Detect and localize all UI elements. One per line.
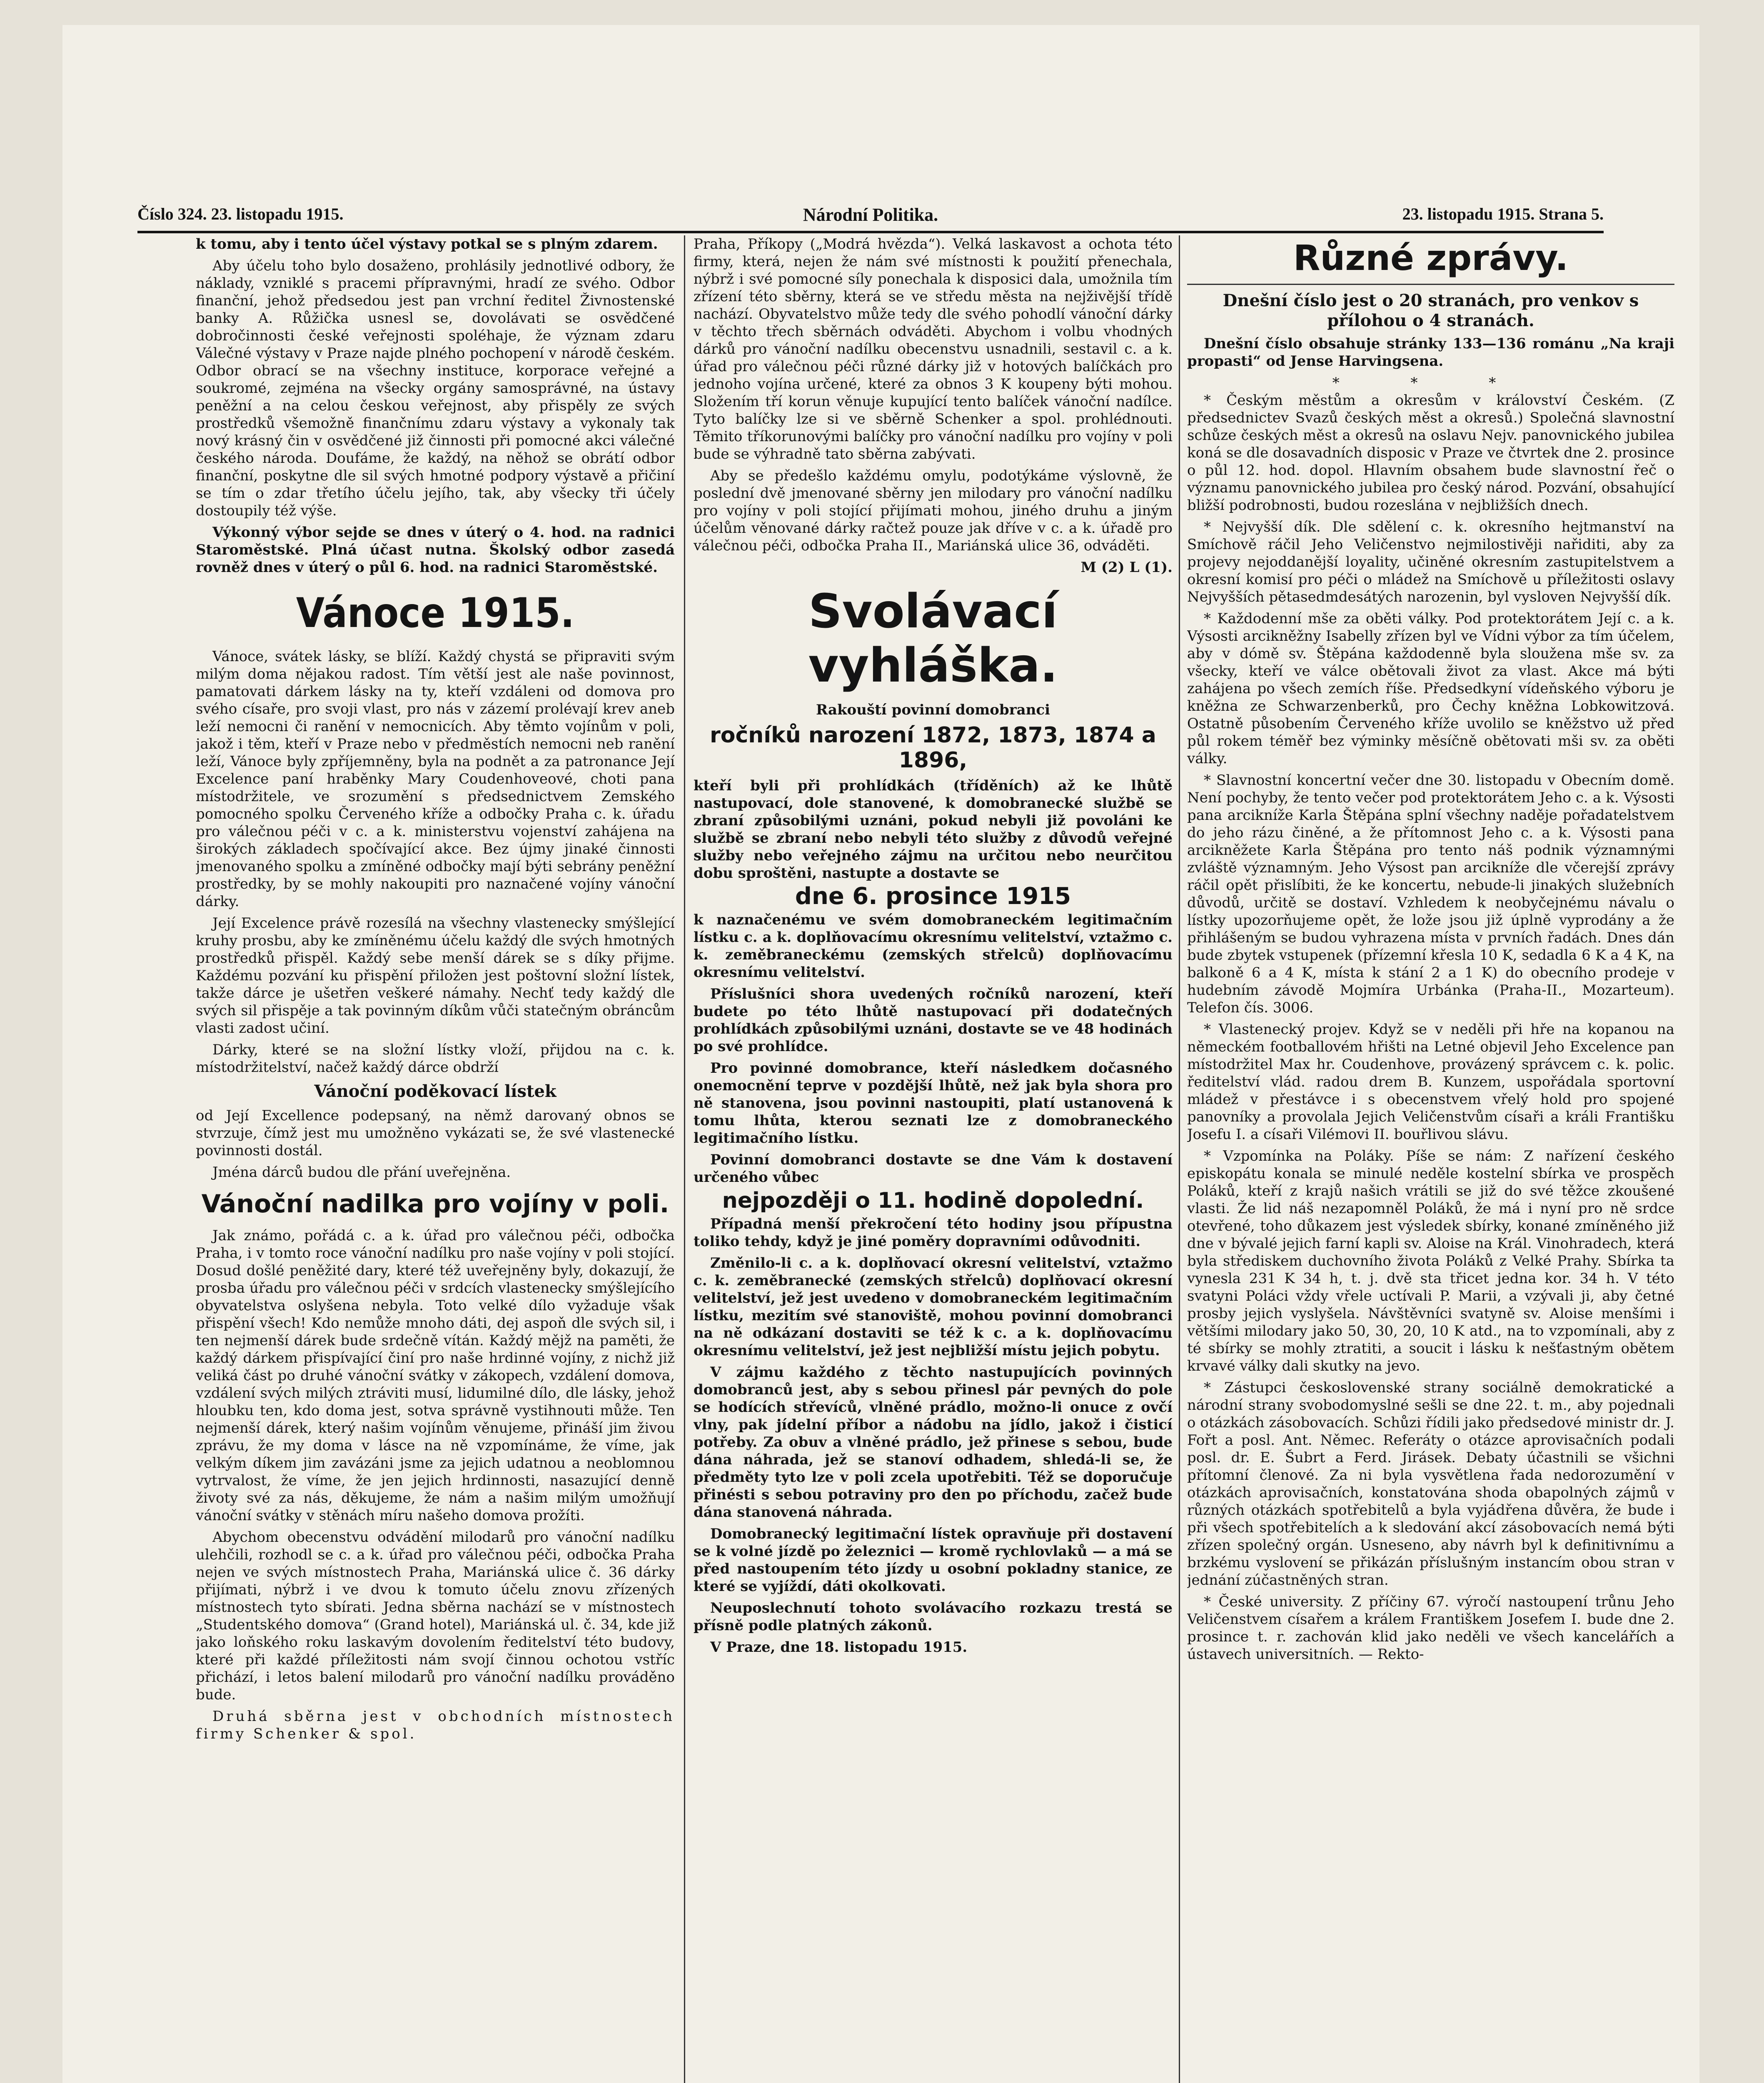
article-text: od Její Excellence podepsaný, na němž darovaný obnos se stvrzuje, čímž jest mu umožněno vykázati se, že své vlastenecké povinnosti dostál. [196,1107,675,1159]
section-heading: Různé zprávy. [1293,237,1569,278]
notice-text: V zájmu každého z těchto nastupujících povinných domobranců jest, aby s sebou přinesl pár pevných do pole se hodících střevíců, vlněné prádlo, možno-li onuce z ovčí vlny, pak jídelní příbor a nádobu na jídlo, jakož i čisticí potřeby. Za obuv a vlněné prádlo, jež přinese s sebou, bude dána náhrada, jež se stanoví odhadem, shledá-li se, že předměty tyto lze v poli zcela upotřebiti. Též se doporučuje přinésti s sebou potraviny pro den po příchodu, začež bude dána stanovená náhrada. [694,1364,1173,1521]
news-item: * Českým městům a okresům v království Českém. (Z předsednictev Svazů českých měst a okresů.) Společná slavnostní schůze českých měst a okresů na oslavu Nejv. panovnického jubilea koná se dle dosavadních disposic v Praze ve čtvrtek dne 2. prosince o půl 12. hod. dopol. Hlavním obsahem bude slavnostní řeč o významu panovnického jubilea pro český národ. Pozvání, obsahující bližší podrobnosti, budou rozeslána v nejbližších dnech. [1187,392,1674,514]
notice-text: Pro povinné domobrance, kteří následkem dočasného onemocnění teprve v pozdější lhůtě, než jak byla shora pro ně stanovena, jsou povinni nastoupiti, platí ustanovená k tomu lhůta, kterou seznati lze z domobraneckého legitimačního lístku. [694,1060,1173,1146]
separator-stars: * * * [1332,375,1529,391]
notice-intro: Rakouští povinní domobranci [816,702,1050,718]
notice-text: kteří byli při prohlídkách (tříděních) až ke lhůtě nastupovací, dole stanovené, k domobranecké službě se zbraní způsobilými uznáni, pokud nebyli již povoláni ke službě se zbraní nebo nebyli této služby z důvodů veřejné služby nebo veřejného zájmu na určitou nebo neurčitou dobu sproštěni, nastupte a dostavte se [694,777,1173,882]
article-text: k tomu, aby i tento účel výstavy potkal se s plným zdarem. [196,236,658,252]
column-1 [196,235,675,2083]
column-separator [684,235,685,2083]
article-text: Druhá sběrna jest v obchodních místnostech firmy Schenker & spol. [196,1708,675,1742]
article-text: Výkonný výbor sejde se dnes v úterý o 4. hod. na radnici Staroměstské. Plná účast nutna. Školský odbor zasedá rovněž dnes v úterý o půl 6. hod. na radnici Staroměstské. [196,524,675,576]
news-item: * České university. Z příčiny 67. výročí nastoupení trůnu Jeho Veličenstvem císařem a králem Františkem Josefem I. bude dne 2. prosince t. r. zachován klid jako neděli ve všech kancelářích a ústavech universitních. — Rekto- [1187,1593,1674,1663]
notice-years: ročníků narození 1872, 1873, 1874 a 1896, [710,723,1156,773]
issue-notice: Dnešní číslo jest o 20 stranách, pro venkov s přílohou o 4 stranách. [1223,291,1639,330]
issue-notice: Dnešní číslo obsahuje stránky 133—136 románu „Na kraji propasti“ od Jense Harvingsena. [1187,335,1674,370]
notice-place-date: V Praze, dne 18. listopadu 1915. [710,1639,968,1656]
news-item: * Nejvyšší dík. Dle sdělení c. k. okresního hejtmanství na Smíchově ráčil Jeho Veličenstvo nejmilostivěji nařiditi, aby za projevy nejoddanější loyality, učiněné okresním zastupitelstvem a okresní komisí pro péči o mládež na Smíchově u příležitosti oslavy Nejvyšších pětasedmdesátých narozenin, byl vysloven Nejvyšší dík. [1187,519,1674,605]
article-text: Vánoce, svátek lásky, se blíží. Každý chystá se připraviti svým milým doma nějakou radost. Tím větší jest ale naše povinnost, pamatovati dárkem lásky na ty, kteří vzdáleni od domova pro svého císaře, pro svoji vlast, pro nás v zázemí prolévají krev aneb leží nemocni či ranění v nemocnicích. Aby těmto vojínům v poli, jakož i těm, kteří v Praze nebo v předměstích nemocni neb ranění leží, Vánoce byly zpříjemněny, byla na podnět a za patronance Její Excelence paní hraběnky Mary Coudenhoveové, choti pana místodržitele, ve srozumění s předsednictvem Zemského pomocného spolku Červeného kříže a odbočky Praha c. k. úřadu pro válečnou péči v c. a k. ministerstvu vojenství zahájena na širokých základech spočívající akce. Bez újmy jinaké činnosti jmenovaného spolku a zmíněné odbočky mají býti sebrány peněžní prostředky, by se mohly nakoupiti pro naznačené vojíny vánoční dárky. [196,648,675,910]
news-item: * Zástupci československé strany sociálně demokratické a národní strany svobodomyslné sešli se dne 22. t. m., aby pojednali o otázkách zásobovacích. Schůzi řídili jako předsedové ministr dr. J. Fořt a posl. Ant. Němec. Referáty o otázce aprovisačních podali posl. dr. E. Šubrt a Ferd. Jirásek. Debaty účastnili se všichni přítomní členové. Za ni byla vysvětlena řada nedorozumění v otázkách aprovisačních, konstatována shoda obapolných zájmů v různých otázkách spotřebitelů a byla vyjádřena důvěra, že bude i při všech spotřebitelích a k sledování akcí zásobovacích nemá býti zřízen společný orgán. Usneseno, aby návrh byl k definitivnímu a brzkému vyslovení se přikázán příslušným instancím obou stran v jednání zúčastněných stran. [1187,1379,1674,1588]
article-text: Abychom obecenstvu odvádění milodarů pro vánoční nadílku ulehčili, rozhodl se c. a k. úřad pro válečnou péči, odbočka Praha nejen ve svých místnostech Praha, Mariánská ulice č. 36 dárky přijímati, nýbrž i ve dvou k tomuto účelu znovu zřízených místnostech tyto sbírati. Jedna sběrna nachází se v místnostech „Studentského domova“ (Grand hotel), Mariánská ul. č. 34, kde již jako loňského roku laskavým dovolením ředitelství této budovy, které při každé příležitosti nám svojí činnou ochotou vstříc přichází, i letos balení milodarů pro vánoční nadílku prováděno bude. [196,1529,675,1703]
news-item: * Vlastenecký projev. Když se v neděli při hře na kopanou na německém footballovém hřišti na Letné objevil Jeho Excelence pan místodržitel Max hr. Coudenhove, provázený správcem c. k. polic. ředitelství vlád. radou drem B. Kunzem, uspořádala sportovní mládež v přestávce i s obecenstvem vřelý hold pro spojené panovníky a provolala Jejich Veličenstvům císaři a králi Františku Josefu I. a císaři Vilémovi II. bouřlivou slávu. [1187,1021,1674,1143]
article-text: Aby se předešlo každému omylu, podotýkáme výslovně, že poslední dvě jmenované sběrny jen milodary pro vánoční nadílku pro vojíny v poli stojící přijímati mohou, jiného druhu a jiným účelům věnované dárky račtež pouze jak dříve v c. a k. úřadě pro válečnou péči, odbočka Praha II., Mariánská ulice 36, odváděti. [694,467,1173,554]
notice-text: Domobranecký legitimační lístek opravňuje při dostavení se k volné jízdě po železnici — kromě rychlovlaků — a má se před nastoupením této jízdy u osobní pokladny stanice, ze které se vyjíždí, dáti okolkovati. [694,1526,1173,1595]
page-info: 23. listopadu 1915. Strana 5. [1402,205,1604,223]
notice-text: Příslušníci shora uvedených ročníků narození, kteří budete po této lhůtě nastupovací při dodatečných prohlídkách způsobilými uznáni, dostavte se ve 48 hodinách po své prohlídce. [694,986,1173,1055]
notice-deadline: nejpozději o 11. hodině dopolední. [722,1188,1144,1213]
article-text: Dárky, které se na složní lístky vloží, přijdou na c. k. místodržitelství, načež každý dárce obdrží [196,1042,675,1076]
news-item: * Každodenní mše za oběti války. Pod protektorátem Její c. a k. Výsosti arcikněžny Isabelly zřízen byl ve Vídni výbor za tím účelem, aby v dómě sv. Štěpána každodenně byla sloužena mše sv. za všecky, kteří ve válce obětovali život za vlast. Akce má býti zahájena po všech zemích říše. Předsedkyní vídeňského výboru je kněžna ze Schwarzenberků, pro Čechy kněžna Lobkowitzová. Ostatně působením Červeného kříže uvolilo se kněžstvo už před půl rokem téměř bez výminky měsíčně obětovati mši sv. za oběti války. [1187,610,1674,767]
news-item: * Slavnostní koncertní večer dne 30. listopadu v Obecním domě. Není pochyby, že tento večer pod protektorátem Jeho c. a k. Výsosti pana arcikníže Karla Štěpána splní všechny naděje pořadatelstvem do jeho rázu činěné, a že přítomnost Jeho c. a k. Výsosti pana arcikněžete Karla Štěpána pro tento náš podnik významnými zvláště významným. Jeho Výsost pan arcikníže dle včerejší zprávy ráčil opět přislíbiti, že ke koncertu, nebude-li jinakých služebních důvodů, určitě se dostaví. Vzhledem k neobyčejnému návalu o lístky upozorňujeme opět, že lože jsou již úplně vyprodány a že přihlášeným se budou vyhrazena místa v prvních řadách. Dnes dán bude zbytek vstupenek (přízemní křesla 10 K, sedadla 6 K a 4 K, na balkoně 6 a 4 K, místa k stání 2 a 1 K) do obecního prodeje v hudebním závodě Mojmíra Urbánka (Praha-II., Mozarteum). Telefon čís. 3006. [1187,772,1674,1016]
header-rule [137,231,1604,233]
column-3 [1187,235,1674,2083]
headline-nadilka: Vánoční nadilka pro vojíny v poli. [201,1189,669,1219]
issue-info: Číslo 324. 23. listopadu 1915. [137,205,344,223]
news-item: * Vzpomínka na Poláky. Píše se nám: Z nařízení českého episkopátu konala se minulé neděle kostelní sbírka ve prospěch Poláků, kteří z krajů našich vrátili se již do své těžce zkoušené vlasti. Že lid náš nezapomněl Poláků, že má i nyní pro ně srdce otevřené, toho důkazem jest výsledek sbírky, konané zmíněného již dne v bývalé jejich farní kapli sv. Aloise na Král. Vinohradech, která byla střediskem duchovního života Poláků z Velké Prahy. Sbírka ta vynesla 231 K 34 h, t. j. dvě sta třicet jedna kor. 34 h. V této svatyni Poláci vždy vřele uctívali P. Marii, a vzývali ji, aby četné prosby jejich vyslyšela. Návštěvníci svatyně sv. Aloise menšími i většími milodary jako 50, 30, 20, 10 K atd., na to vzpomínali, aby z té sbírky se mohly ztratiti, a soucit i lásku k nešťastným obětem krvavé války dali skutky na jevo. [1187,1148,1674,1374]
notice-text: Neuposlechnutí tohoto svolávacího rozkazu trestá se přísně podle platných zákonů. [694,1600,1173,1634]
section-rule [1187,284,1674,285]
notice-text: k naznačenému ve svém domobraneckém legitimačním lístku c. a k. doplňovacímu okresnímu velitelství, vztažmo c. k. zeměbraneckému (zemských střelců) doplňovacímu okresnímu velitelství. [694,912,1173,981]
headline-vanoce: Vánoce 1915. [296,589,575,637]
subheading-listek: Vánoční poděkovací lístek [314,1081,556,1101]
newspaper-page [62,25,1699,2083]
article-text: Jak známo, pořádá c. a k. úřad pro válečnou péči, odbočka Praha, i v tomto roce vánoční nadílku pro naše vojíny v poli stojící. Dosud došlé peněžité dary, které též uveřejněny byly, dokazují, že prosba úřadu pro válečnou péči v srdcích vlastenecky smýšlejícího obyvatelstva oslyšena nebyla. Toto velké dílo vyžaduje však přispění všech! Kdo nemůže mnoho dáti, dej aspoň dle svých sil, i ten nejmenší dárek bude srdečně vítán. Každý mějž na paměti, že každý dárkem přispívající činí pro naše hrdinné vojíny, z nichž již veliká část po druhé vánoční svátky v zákopech, vzdálení domova, vzdálení svých milých ztráviti musí, lidumilné dílo, dle lásky, jehož hloubku ten, kdo doma jest, sotva správně vystihnouti může. Ten nejmenší dárek, který našim vojínům věnujeme, přináší jim živou zprávu, že my doma v lásce na ně vzpomínáme, že víme, jak velkým díkem jim zavázáni jsme za jejich udatnou a neoblomnou vytrvalost, že víme, že jen jejich hrdinnosti, nasazující denně životy své za nás, děkujeme, že nám a našim milým umožňují vánoční svátky v stěnách míru našeho domova prožíti. [196,1227,675,1524]
article-text: Aby účelu toho bylo dosaženo, prohlásily jednotlivé odbory, že náklady, vzniklé s pracemi přípravnými, hradí ze svého. Odbor finanční, jehož předsedou jest pan vrchní ředitel Živnostenské banky A. Růžička usnesl se, dovolávati se osvědčené dobročinnosti české veřejnosti spoléhaje, že význam zdaru Válečné výstavy v Praze najde plného pochopení v národě českém. Odbor obrací se na všechny instituce, korporace veřejné a soukromé, zejména na všecky orgány samosprávné, na ústavy peněžní a na celou českou veřejnost, aby přispěly ze svých prostředků všemožně finančnímu zdaru výstavy a vykonaly tak nový krásný čin v osvědčené již činnosti při pomocné akci válečné českého národa. Doufáme, že každý, na něhož se obrátí odbor finanční, poskytne dle sil svých hmotné podpory výstavě a přičiní se tím o zdar třetího účelu jejího, tak, aby všecky tři účely dostoupily též výše. [196,257,675,519]
article-text: Praha, Příkopy („Modrá hvězda“). Velká laskavost a ochota této firmy, která, nejen že nám své místnosti k použití přenechala, nýbrž i své pomocné síly ponechala k disposici dala, umožnila tím zřízení této sběrny, která se ve středu města na nejživější třídě nachází. Obyvatelstvo může tedy dle svého pohodlí vánoční dárky v těchto třech sběrnách odváděti. Abychom i volbu vhodných dárků pro vánoční nadílku obecenstvu usnadnili, sestavil c. a k. úřad pro válečnou péči různé dárky již v hotových balíčkách pro jednoho vojína určené, které za obnos 3 K koupeny býti mohou. Složením tří korun věnuje kupující tento balíček vánoční nadílce. Tyto balíčky lze si ve sběrně Schenker a spol. prohlédnouti. Těmito tříkorunovými balíčky pro vánoční nadílku pro vojíny v poli bude se výhradně tato sběrna zabývati. [694,236,1173,462]
notice-text: Případná menší překročení této hodiny jsou přípustna toliko tehdy, když je jiné poměry dopravními odůvodniti. [694,1216,1173,1250]
notice-code: M (2) L (1). [1080,559,1173,576]
column-separator [1179,235,1180,2083]
column-2 [694,235,1173,2083]
masthead: Národní Politika. [803,205,938,225]
article-text: Jména dárců budou dle přání uveřejněna. [212,1164,511,1181]
notice-text: Změnilo-li c. a k. doplňovací okresní velitelství, vztažmo c. k. zeměbranecké (zemských střelců) doplňovací okresní velitelství, jež jest uvedeno v domobraneckém legitimačním lístku, mezitím své stanoviště, mohou povinní domobranci na ně odkázaní dostaviti se též k c. a k. doplňovacímu okresnímu velitelství, jež jest nejbližší místu jejich pobytu. [694,1255,1173,1359]
notice-text: Povinní domobranci dostavte se dne Vám k dostavení určeného vůbec [694,1151,1173,1186]
page-header [137,204,1604,229]
headline-svolavaci: Svolávací vyhláška. [808,584,1058,693]
notice-date: dne 6. prosince 1915 [795,883,1071,910]
article-text: Její Excelence právě rozesílá na všechny vlastenecky smýšlející kruhy prosbu, aby ke zmíněnému účelu každý dle svých hmotných prostředků přispěl. Každý sebe menší dárek se s díky přijme. Každému pozvání ku přispění přiložen jest poštovní složní lístek, takže dárce je ušetřen veškeré námahy. Nechť tedy každý dle svých sil přispěje a tak povinným díkům vůči statečným obráncům vlasti zadost učiní. [196,915,675,1037]
